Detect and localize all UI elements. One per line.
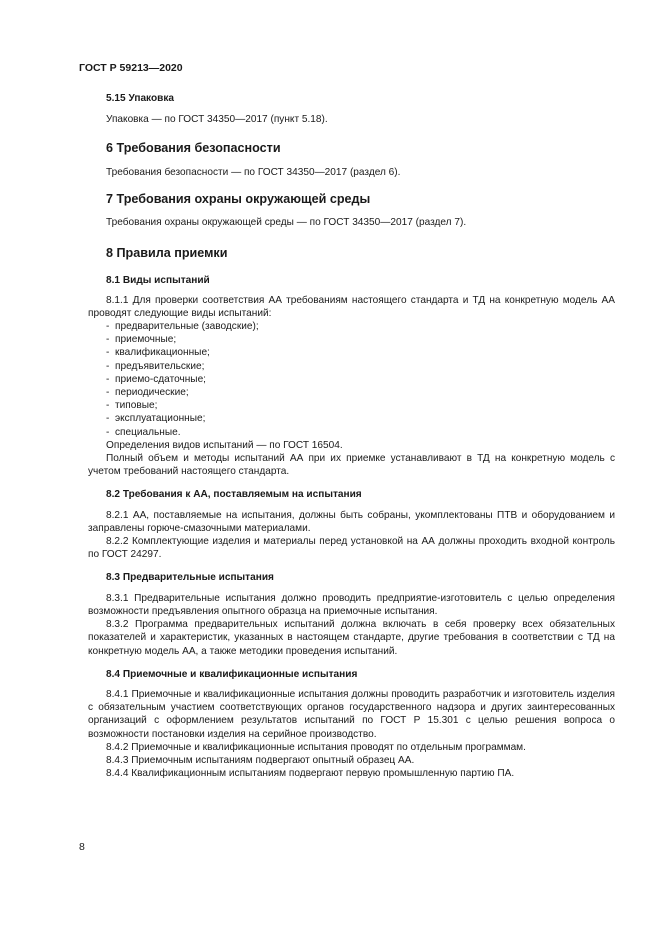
section-7-title: 7 Требования охраны окружающей среды bbox=[106, 191, 371, 206]
section-6-title: 6 Требования безопасности bbox=[106, 141, 281, 156]
page-content bbox=[88, 92, 615, 780]
paragraph-8-2-1: 8.2.1 АА, поставляемые на испытания, должны быть собраны, укомплектованы ПТВ и оборудованием и заправлены горюче-смазочными материалами. bbox=[88, 509, 615, 534]
list-item: - периодические; bbox=[106, 387, 189, 399]
paragraph-8-4-1: 8.4.1 Приемочные и квалификационные испытания должны проводить разработчик и изготовитель изделия с обязательным участием соответствующих органов государственного надзора и других заинтересованных организаций с оформлением результатов испытаний по ГОСТ Р 15.301 с целью решения вопроса о возможности постановки изделия на серийное производство. bbox=[88, 688, 615, 740]
paragraph-8-2-2: 8.2.2 Комплектующие изделия и материалы перед установкой на АА должны проходить входной контроль по ГОСТ 24297. bbox=[88, 536, 615, 561]
test-types-list bbox=[88, 320, 615, 439]
section-8-1-title: 8.1 Виды испытаний bbox=[106, 275, 210, 287]
section-8-title: 8 Правила приемки bbox=[106, 246, 228, 261]
section-6-text: Требования безопасности — по ГОСТ 34350—2017 (раздел 6). bbox=[106, 166, 401, 178]
list-item: - типовые; bbox=[106, 400, 158, 412]
list-item: - специальные. bbox=[106, 426, 181, 438]
section-8-2-title: 8.2 Требования к АА, поставляемым на испытания bbox=[106, 489, 362, 501]
section-8-3-title: 8.3 Предварительные испытания bbox=[106, 572, 274, 584]
list-item: - предварительные (заводские); bbox=[106, 321, 259, 333]
paragraph-8-1-1: 8.1.1 Для проверки соответствия АА требованиям настоящего стандарта и ТД на конкретную модель АА проводят следующие виды испытаний: bbox=[88, 294, 615, 319]
list-item: - эксплуатационные; bbox=[106, 413, 206, 425]
section-8-4-title: 8.4 Приемочные и квалификационные испытания bbox=[106, 668, 358, 680]
section-7-text: Требования охраны окружающей среды — по ГОСТ 34350—2017 (раздел 7). bbox=[106, 217, 467, 229]
paragraph-8-3-2: 8.3.2 Программа предварительных испытаний должна включать в себя проверку всех обязательных показателей и характеристик, указанных в настоящем стандарте, другие требования в соответствии с ТД на конкретную модель АА, а также методики проведения испытаний. bbox=[88, 619, 615, 657]
list-item: - квалификационные; bbox=[106, 347, 210, 359]
paragraph-8-4-2: 8.4.2 Приемочные и квалификационные испытания проводят по отдельным программам. bbox=[106, 741, 526, 753]
list-item: - приемо-сдаточные; bbox=[106, 373, 206, 385]
paragraph-8-4-3: 8.4.3 Приемочным испытаниям подвергают опытный образец АА. bbox=[106, 754, 415, 766]
paragraph-8-3-1: 8.3.1 Предварительные испытания должно проводить предприятие-изготовитель с целью определения возможности предъявления опытного образца на приемочные испытания. bbox=[88, 592, 615, 617]
paragraph-test-scope: Полный объем и методы испытаний АА при их приемке устанавливают в ТД на конкретную модель с учетом требований настоящего стандарта. bbox=[88, 453, 615, 478]
standard-code-header: ГОСТ Р 59213—2020 bbox=[79, 62, 183, 74]
page-number: 8 bbox=[79, 841, 85, 853]
list-item: - предъявительские; bbox=[106, 360, 205, 372]
list-item: - приемочные; bbox=[106, 334, 177, 346]
paragraph-test-definitions: Определения видов испытаний — по ГОСТ 16504. bbox=[106, 439, 343, 451]
paragraph-8-4-4: 8.4.4 Квалификационным испытаниям подвергают первую промышленную партию ПА. bbox=[106, 768, 515, 780]
section-5-15-text: Упаковка — по ГОСТ 34350—2017 (пункт 5.18). bbox=[106, 114, 328, 126]
section-5-15-title: 5.15 Упаковка bbox=[106, 93, 175, 104]
